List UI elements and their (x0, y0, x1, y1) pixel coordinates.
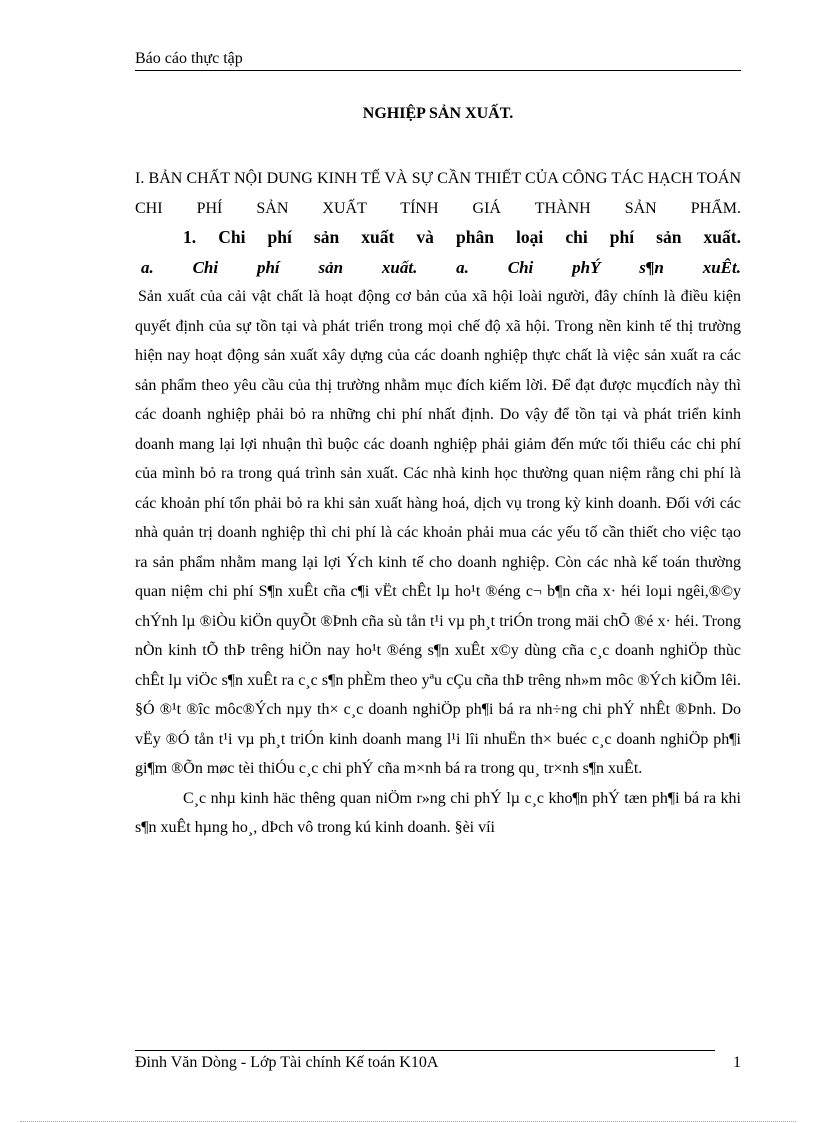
footer-divider (135, 1050, 715, 1051)
paragraph-2: C¸c nhµ kinh häc thêng quan niÖm r»ng chi phÝ lµ c¸c kho¶n phÝ tæn ph¶i bá ra khi s¶n xuÊt hµng ho¸, dÞch vô trong kú kinh doanh. §èi víi (135, 789, 741, 836)
paragraph-1: Sản xuất của cải vật chất là hoạt động cơ bản của xã hội loài người, đây chính là điều kiện quyết định của sự tồn tại và phát triển trong mọi chế độ xã hội. Trong nền kinh tế thị trường hiện nay hoạt động sản xuất xây dựng của các doanh nghiệp thực chất là việc sản xuất ra các sản phẩm theo yêu cầu của thị trường nhằm mục đích kiếm lời. Để đạt được mụcđích này thì các doanh nghiệp phải bỏ ra những chi phí nhất định. Do vậy để tồn tại và phát triển kinh doanh mang lại lợi nhuận thì buộc các doanh nghiệp phải giảm đến mức tối thiểu các chi phí của mình bỏ ra trong quá trình sản xuất. Các nhà kinh học thường quan niệm rằng chi phí là các khoản phí tổn phải bỏ ra khi sản xuất hàng hoá, dịch vụ trong kỳ kinh doanh. Đối với các nhà quản trị doanh nghiệp thì chi phí là các khoản phải mua các yếu tố cần thiết cho việc tạo ra sản phẩm nhằm mang lại lợi Ých kinh tế cho doanh nghiệp. Còn các nhà kế toán thường quan niệm chi phí S¶n xuÊt cña c¶i vËt chÊt lµ ho¹t ®éng c¬ b¶n cña x· héi loµi ngêi,®©y chÝnh lµ ®iÒu kiÖn quyÕt ®Þnh cña sù tån t¹i vµ ph¸t triÓn trong mäi chÕ ®é x· héi. Trong nÒn kinh tÕ thÞ trêng hiÖn nay ho¹t ®éng s¶n xuÊt x©y dùng cña c¸c doanh nghiÖp thùc chÊt lµ viÖc s¶n xuÊt ra c¸c s¶n phÈm theo yªu cÇu cña thÞ trêng nh»m môc ®Ých kiÕm lêi. §Ó ®¹t ®îc môc®Ých nµy th× c¸c doanh nghiÖp ph¶i bá ra nh÷ng chi phÝ nhÊt ®Þnh. Do vËy ®Ó tån t¹i vµ ph¸t triÓn kinh doanh mang l¹i lîi nhuËn th× buéc c¸c doanh nghiÖp ph¶i gi¶m ®Õn møc tèi thiÓu c¸c chi phÝ cña m×nh bá ra trong qu¸ tr×nh s¶n xuÊt. (135, 288, 741, 777)
page-header (135, 50, 741, 71)
page-edge-divider (20, 1121, 796, 1122)
page-footer (135, 1054, 741, 1072)
section-heading: I. BẢN CHẤT NỘI DUNG KINH TẾ VÀ SỰ CẦN THIẾT CỦA CÔNG TÁC HẠCH TOÁN CHI PHÍ SẢN XUẤT TÍNH GIÁ THÀNH SẢN PHẨM. (135, 170, 741, 217)
document-body (135, 164, 741, 843)
subheading-1: 1. Chi phí sản xuất và phân loại chi phí sản xuất. (183, 227, 741, 247)
page-number: 1 (733, 1054, 741, 1071)
footer-author: Đinh Văn Dòng - Lớp Tài chính Kế toán K10A (135, 1054, 439, 1071)
header-text: Báo cáo thực tập (135, 50, 243, 67)
subheading-a: a. Chi phí sản xuất. a. Chi phÝ s¶n xuÊt. (141, 257, 741, 277)
page-title: NGHIỆP SẢN XUẤT. (362, 105, 514, 122)
